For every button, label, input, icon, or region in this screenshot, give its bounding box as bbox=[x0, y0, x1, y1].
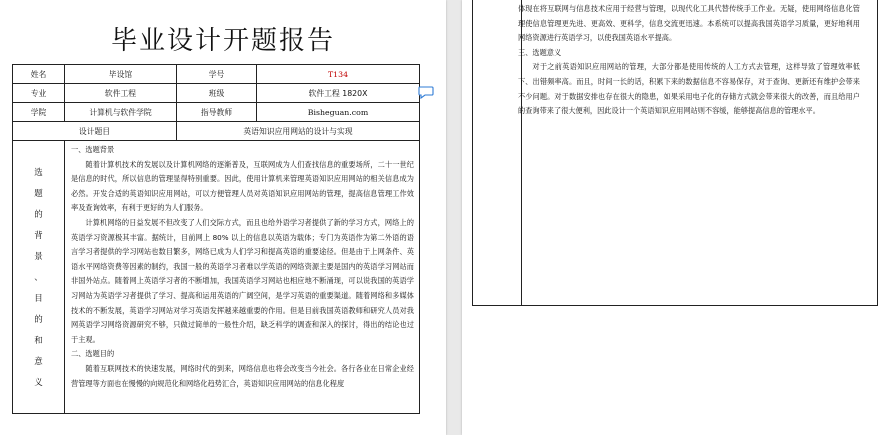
student-id-value: T134 bbox=[257, 65, 420, 84]
major-label: 专业 bbox=[13, 84, 65, 103]
name-value: 毕设馆 bbox=[65, 65, 177, 84]
document-page-2 bbox=[462, 0, 888, 435]
paragraph-3-continued: 体现在将互联网与信息技术应用于经营与管理，以现代化工具代替传统手工作业。无疑，使用网络信息化管理使信息管理更先进、更高效、更科学，信息交流更迅速。本系统可以提高我国英语学习质量，更好地利用网络资源进行英语学习，以使我国英语水平提高。 bbox=[518, 4, 860, 43]
student-id-label: 学号 bbox=[177, 65, 257, 84]
class-label: 班级 bbox=[177, 84, 257, 103]
table-row bbox=[13, 103, 420, 122]
section-body bbox=[65, 141, 420, 414]
section-label-char: 的 bbox=[34, 210, 43, 220]
section-label-char: 背 bbox=[34, 231, 43, 241]
college-value: 计算机与软件学院 bbox=[65, 103, 177, 122]
paragraph-3: 随着互联网技术的快速发展，网络时代的到来，网络信息也将会改变当今社会。各行各业在日常企业经营管理等方面也在慢慢的向规范化和网络化趋势汇合，英语知识应用网站的信息化程度 bbox=[71, 363, 414, 388]
advisor-value: Bisheguan.com bbox=[257, 103, 420, 122]
table-row bbox=[13, 65, 420, 84]
section-label-chars bbox=[15, 166, 62, 388]
class-value: 软件工程 1820X bbox=[257, 84, 420, 103]
paragraph-2: 计算机网络的日益发展不但改变了人们交际方式，而且也给外语学习者提供了新的学习方式，网络上的英语学习资源极其丰富。据统计，目前网上 80% 以上的信息以英语为载体；专门为英语作为第二外语的语言学习者提供的学习网站也数目繁多，网络已成为人们学习和提高英语的重要途径。但是由于上网条件、英语水平网络资费等因素的制约，我国一般的英语学习者难以学英语的网络资源主要是国内的英语学习网站而非国外站点。随着网上英语学习者的不断增加，我国英语学习网站也相应地不断涌现，可以说我国的英语学习网站为英语学习者提供了学习、提高和运用英语的广阔空间，是学习英语的重要渠道。随着网络和多媒体技术的不断发展，英语学习网站对学习英语发挥越来越重要的作用。但是目前我国英语教师和研究人员对我网英语学习网络资源研究不够，只做过简单的一般性介绍，缺乏科学的调查和深入的探讨，得出的结论也过于主观。 bbox=[71, 217, 414, 344]
section-label-char: 、 bbox=[34, 273, 43, 283]
name-label: 姓名 bbox=[13, 65, 65, 84]
heading-background: 一、选题背景 bbox=[71, 145, 115, 154]
table-row bbox=[13, 84, 420, 103]
college-label: 学院 bbox=[13, 103, 65, 122]
section-label-char: 选 bbox=[34, 168, 43, 178]
comment-icon[interactable] bbox=[418, 86, 434, 100]
section-label-char: 和 bbox=[34, 336, 43, 346]
section-label-char: 目 bbox=[34, 294, 43, 304]
proposal-form-table bbox=[12, 64, 420, 414]
table-row bbox=[13, 141, 420, 414]
section-label-char: 景 bbox=[34, 252, 43, 262]
paragraph-4: 对于之前英语知识应用网站的管理，大部分都是使用传统的人工方式去管理，这样导致了管理效率低下、出错频率高。而且，时间一长的话，积累下来的数据信息不容易保存，对于查询、更新还有维护会带来不少问题。对于数据安排也存在很大的隐患，如果采用电子化的存储方式就会带来很大的改善，而且给用户的查询带来了很大便利，因此设计一个英语知识应用网站则不容缓，能够提高信息的管理水平。 bbox=[518, 62, 860, 116]
table-row bbox=[13, 122, 420, 141]
advisor-label: 指导教师 bbox=[177, 103, 257, 122]
major-value: 软件工程 bbox=[65, 84, 177, 103]
section-label bbox=[13, 141, 65, 414]
section-label-char: 义 bbox=[34, 378, 43, 388]
continued-label-column bbox=[473, 0, 522, 305]
section-label-char: 意 bbox=[34, 357, 43, 367]
paragraph-1: 随着计算机技术的发展以及计算机网络的逐渐普及，互联网成为人们查找信息的重要场所，二十一世纪是信息的时代，所以信息的管理显得特别重要。因此，使用计算机来管理英语知识应用网站的相关信息成为必然。开发合适的英语知识应用网站，可以方便管理人员对英语知识应用网站的管理，提高信息管理工作效率及查询效率，有利于更好的为人们服务。 bbox=[71, 159, 414, 213]
heading-purpose: 二、选题目的 bbox=[71, 349, 115, 359]
document-title: 毕业设计开题报告 bbox=[110, 26, 335, 56]
continued-body bbox=[518, 2, 860, 119]
section-label-char: 的 bbox=[34, 315, 43, 325]
topic-label: 设计题目 bbox=[13, 122, 177, 141]
section-label-char: 题 bbox=[34, 189, 43, 199]
heading-significance: 三、选题意义 bbox=[518, 47, 562, 57]
topic-value: 英语知识应用网站的设计与实现 bbox=[177, 122, 420, 141]
